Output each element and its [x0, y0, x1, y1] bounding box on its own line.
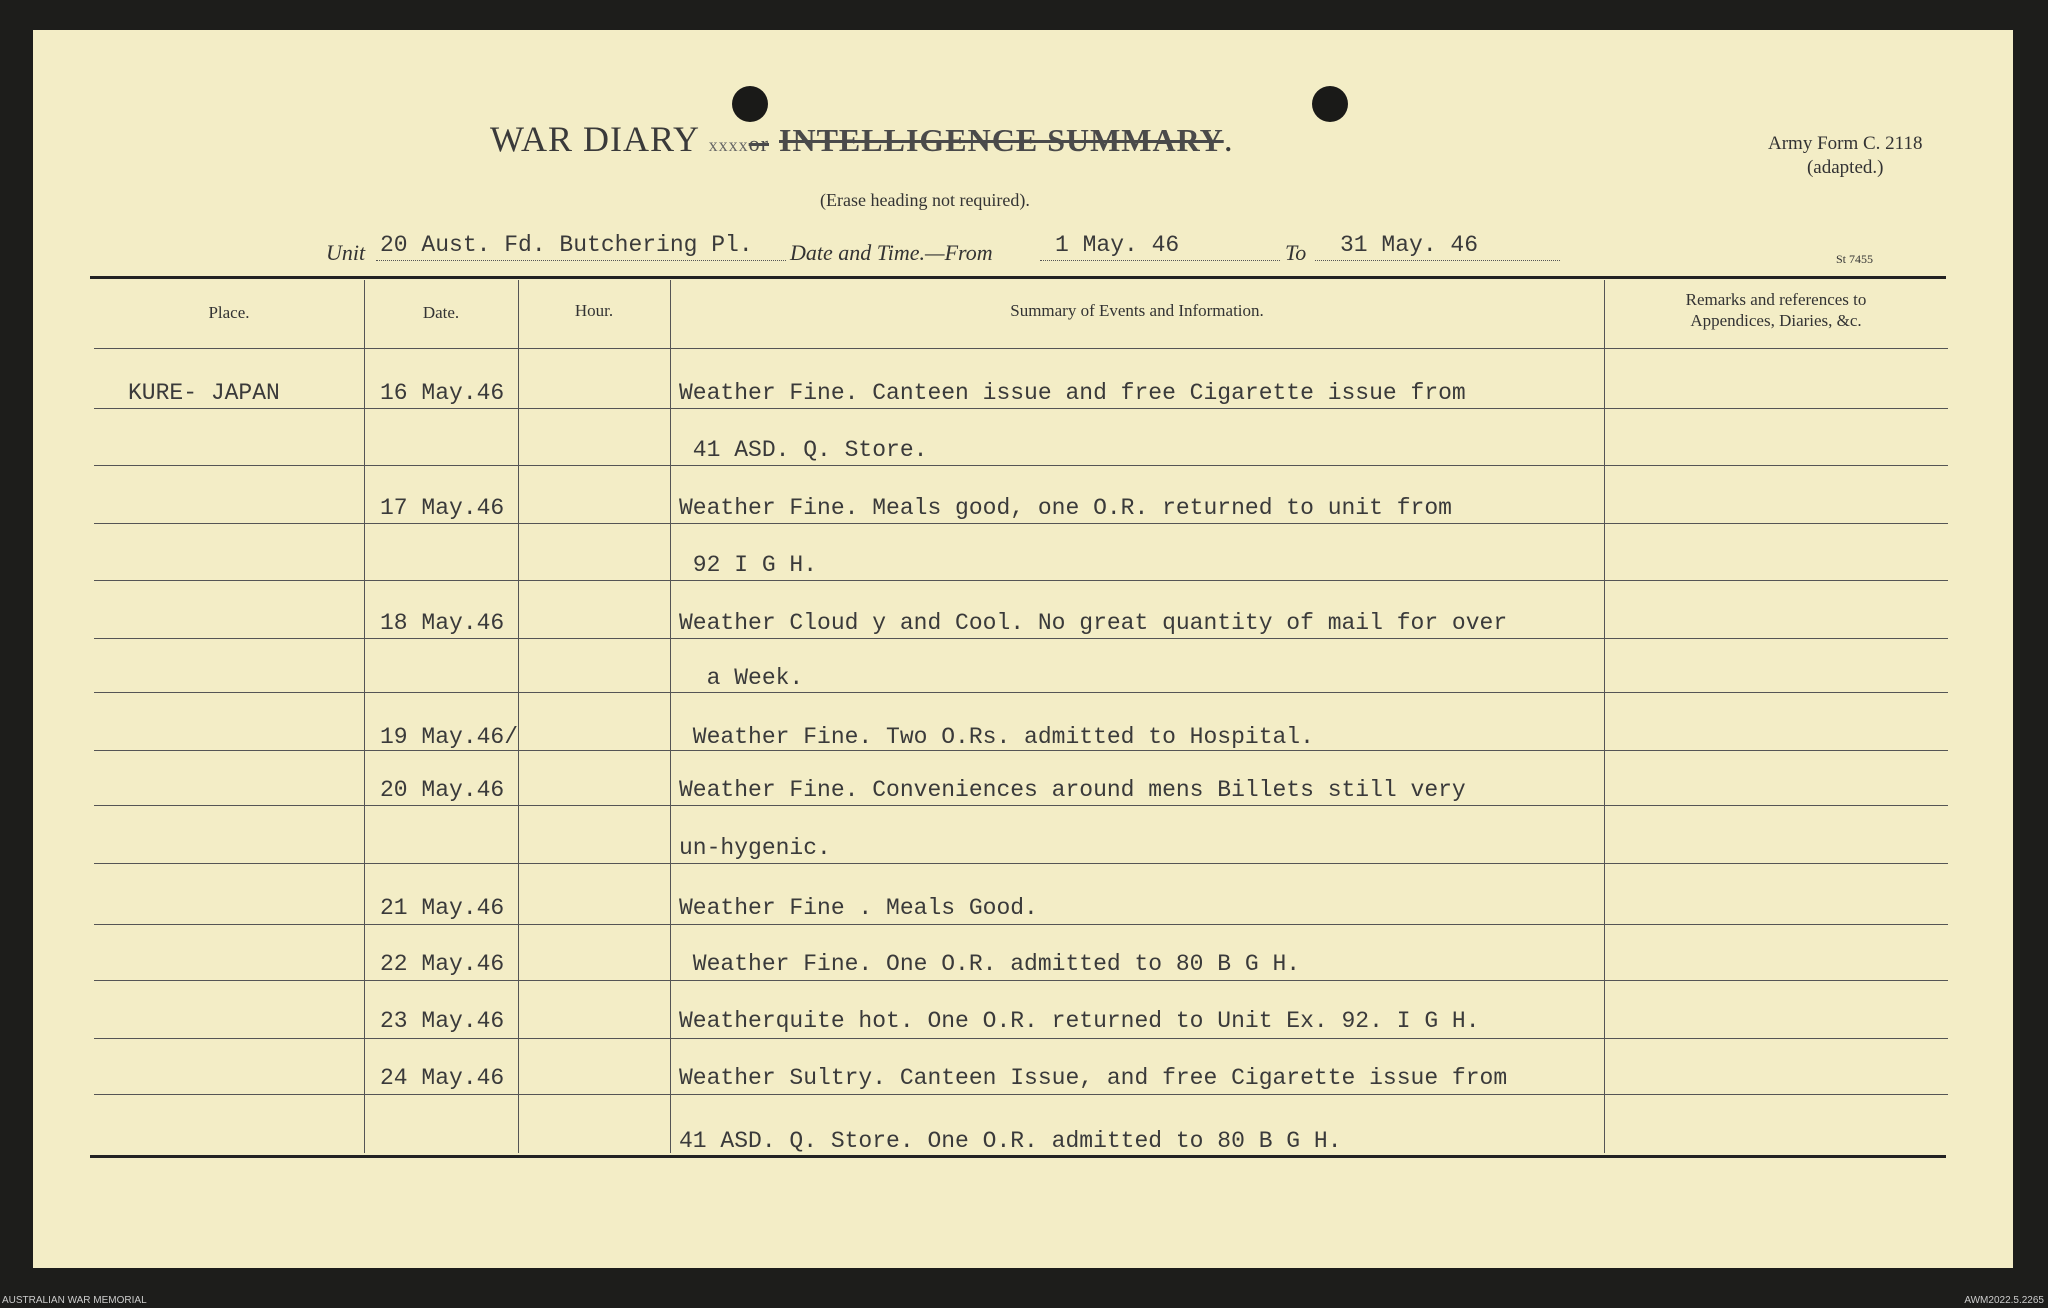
- row-summary: Weather Fine. One O.R. admitted to 80 B G H.: [679, 951, 1301, 977]
- row-summary: Weather Fine. Two O.Rs. admitted to Hospital.: [679, 724, 1314, 750]
- row-date: 24 May.46: [380, 1065, 505, 1091]
- title-war-diary: WAR DIARY: [490, 119, 699, 159]
- footer-credit: AUSTRALIAN WAR MEMORIAL: [2, 1295, 147, 1306]
- row-summary: a Week.: [679, 665, 804, 691]
- to-label: To: [1285, 240, 1307, 265]
- header-remarks: [1604, 289, 1948, 331]
- header-remarks-line1: Remarks and references to: [1685, 290, 1867, 309]
- column-divider-date: [518, 280, 519, 1153]
- header-summary: Summary of Events and Information.: [1010, 301, 1264, 320]
- row-date: 21 May.46: [380, 895, 505, 921]
- row-summary: Weather Fine. Canteen issue and free Cigarette issue from: [679, 380, 1466, 406]
- column-divider-summary: [1604, 280, 1605, 1153]
- row-summary: Weather Sultry. Canteen Issue, and free Cigarette issue from: [679, 1065, 1508, 1091]
- row-summary: 41 ASD. Q. Store. One O.R. admitted to 80 B G H.: [679, 1128, 1342, 1154]
- row-summary: Weather Fine . Meals Good.: [679, 895, 1038, 921]
- row-rule: [94, 580, 1948, 581]
- row-rule: [94, 465, 1948, 466]
- header-remarks-line2: Appendices, Diaries, &c.: [1690, 311, 1862, 330]
- header-date: Date.: [422, 303, 460, 322]
- army-form-number: Army Form C. 2118: [1768, 133, 1923, 154]
- row-rule: [94, 523, 1948, 524]
- row-date: 17 May.46: [380, 495, 505, 521]
- footer-accession: AWM2022.5.2265: [1964, 1295, 2044, 1306]
- title-intelligence-summary: INTELLIGENCE SUMMARY: [779, 122, 1224, 158]
- row-date: 22 May.46: [380, 951, 505, 977]
- form-title: [490, 118, 1234, 160]
- unit-label: Unit: [326, 240, 366, 265]
- row-summary: Weather Fine. Conveniences around mens Billets still very: [679, 777, 1466, 803]
- table-top-rule: [90, 276, 1946, 279]
- unit-value: 20 Aust. Fd. Butchering Pl.: [380, 232, 753, 258]
- header-bottom-rule: [94, 348, 1948, 349]
- from-value: 1 May. 46: [1055, 232, 1180, 258]
- row-date: 23 May.46: [380, 1008, 505, 1034]
- row-date: 20 May.46: [380, 777, 505, 803]
- row-summary: 41 ASD. Q. Store.: [679, 437, 928, 463]
- row-summary: Weather Fine. Meals good, one O.R. returned to unit from: [679, 495, 1452, 521]
- column-divider-place: [364, 280, 365, 1153]
- row-rule: [94, 1038, 1948, 1039]
- punch-hole-right: [1312, 86, 1348, 122]
- army-form-adapted: (adapted.): [1806, 157, 1884, 178]
- row-rule: [94, 805, 1948, 806]
- title-dot: .: [1223, 119, 1234, 159]
- row-rule: [94, 638, 1948, 639]
- header-place: Place.: [208, 303, 250, 322]
- row-summary: Weatherquite hot. One O.R. returned to Unit Ex. 92. I G H.: [679, 1008, 1480, 1034]
- row-date: 16 May.46: [380, 380, 505, 406]
- stock-number: St 7455: [1836, 252, 1874, 266]
- row-rule: [94, 408, 1948, 409]
- row-rule: [94, 1094, 1948, 1095]
- row-rule: [94, 980, 1948, 981]
- from-dotted-line: [1040, 260, 1280, 261]
- army-form-label: [1768, 132, 1922, 180]
- title-xs: xxxx: [708, 135, 749, 155]
- table-bottom-rule: [90, 1155, 1946, 1158]
- row-rule: [94, 750, 1948, 751]
- header-hour: Hour.: [574, 301, 614, 320]
- unit-dotted-line: [376, 260, 786, 261]
- to-dotted-line: [1315, 260, 1560, 261]
- to-value: 31 May. 46: [1340, 232, 1479, 258]
- row-rule: [94, 692, 1948, 693]
- row-summary: Weather Cloud y and Cool. No great quantity of mail for over: [679, 610, 1508, 636]
- row-rule: [94, 863, 1948, 864]
- row-summary: un-hygenic.: [679, 835, 831, 861]
- row-place: KURE- JAPAN: [128, 380, 280, 406]
- title-or: or: [748, 131, 769, 156]
- row-date: 18 May.46: [380, 610, 505, 636]
- punch-hole-left: [732, 86, 768, 122]
- column-divider-hour: [670, 280, 671, 1153]
- row-summary: 92 I G H.: [679, 552, 818, 578]
- row-rule: [94, 924, 1948, 925]
- date-time-label: Date and Time.—From: [790, 240, 993, 265]
- row-date: 19 May.46/: [380, 724, 519, 750]
- erase-note: (Erase heading not required).: [820, 190, 1030, 210]
